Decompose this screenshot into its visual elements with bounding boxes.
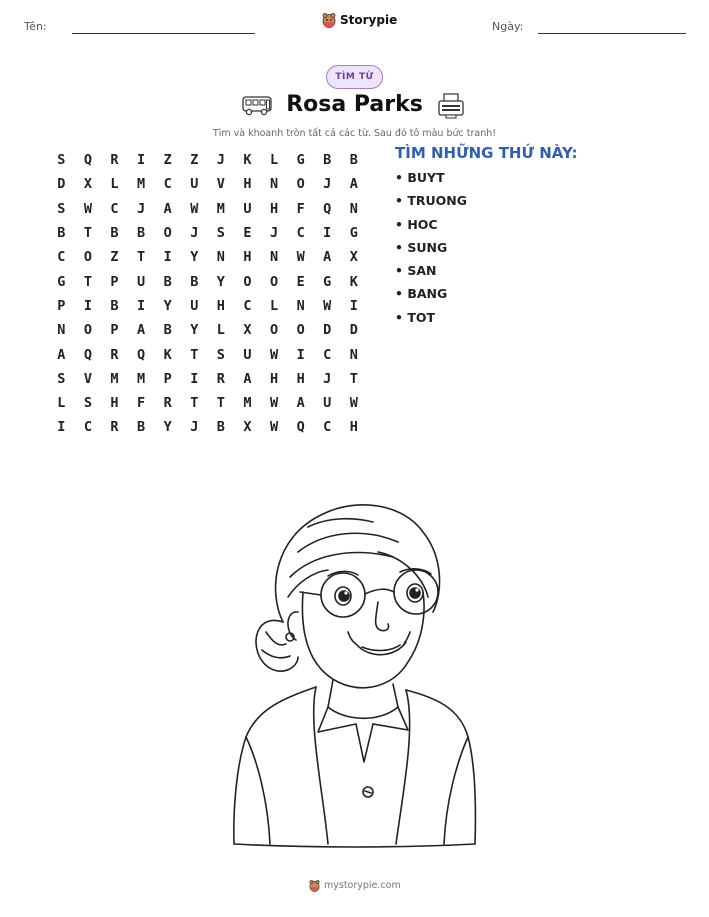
grid-letter[interactable]: I — [137, 297, 146, 314]
date-label: Ngày: — [492, 20, 524, 33]
instructions: Tìm và khoanh tròn tất cả các từ. Sau đó tô màu bức tranh! — [212, 128, 497, 139]
grid-letter[interactable]: H — [243, 249, 252, 266]
grid-letter[interactable]: W — [269, 419, 279, 436]
grid-letter[interactable]: O — [296, 322, 305, 339]
grid-letter[interactable]: H — [296, 370, 305, 387]
grid-letter[interactable]: B — [137, 419, 146, 436]
grid-letter[interactable]: E — [296, 273, 305, 290]
grid-letter[interactable]: X — [349, 249, 358, 266]
grid-letter[interactable]: J — [190, 419, 199, 436]
word-list-heading: TÌM NHỮNG THỨ NÀY: — [395, 144, 578, 162]
grid-letter[interactable]: G — [323, 273, 332, 290]
grid-letter[interactable]: S — [57, 152, 66, 169]
grid-letter[interactable]: N — [296, 297, 305, 314]
grid-letter[interactable]: C — [57, 249, 66, 266]
grid-letter[interactable]: A — [57, 346, 66, 363]
grid-letter[interactable]: C — [110, 200, 119, 217]
grid-letter[interactable]: M — [243, 395, 252, 412]
storypie-mascot-icon — [309, 879, 320, 892]
typewriter-icon — [437, 93, 465, 119]
grid-letter[interactable]: O — [163, 225, 172, 242]
grid-letter[interactable]: H — [269, 370, 279, 387]
grid-letter[interactable]: T — [83, 225, 92, 242]
grid-letter[interactable]: B — [110, 297, 119, 314]
grid-letter[interactable]: C — [243, 297, 252, 314]
name-field-line[interactable] — [72, 33, 255, 34]
grid-letter[interactable]: O — [269, 322, 279, 339]
grid-letter[interactable]: W — [349, 395, 358, 412]
word-list — [395, 170, 467, 333]
grid-letter[interactable]: P — [163, 370, 172, 387]
grid-row — [48, 318, 367, 342]
grid-letter[interactable]: I — [163, 249, 172, 266]
grid-row — [48, 197, 367, 221]
grid-row — [48, 221, 367, 245]
grid-letter[interactable]: D — [323, 322, 332, 339]
grid-letter[interactable]: M — [110, 370, 119, 387]
grid-letter[interactable]: I — [83, 297, 92, 314]
grid-letter[interactable]: W — [83, 200, 92, 217]
grid-letter[interactable]: Q — [296, 419, 305, 436]
grid-letter[interactable]: C — [323, 419, 332, 436]
grid-letter[interactable]: M — [137, 176, 146, 193]
grid-letter[interactable]: H — [243, 176, 252, 193]
grid-row — [48, 269, 367, 293]
word-list-item: • HOC — [395, 216, 438, 232]
grid-letter[interactable]: E — [243, 225, 252, 242]
grid-letter[interactable]: W — [296, 249, 305, 266]
grid-letter[interactable]: L — [269, 297, 279, 314]
grid-letter[interactable]: T — [137, 249, 146, 266]
grid-letter[interactable]: S — [216, 225, 225, 242]
grid-letter[interactable]: B — [323, 152, 332, 169]
grid-letter[interactable]: N — [269, 249, 279, 266]
grid-letter[interactable]: O — [83, 249, 92, 266]
grid-letter[interactable]: L — [269, 152, 279, 169]
grid-letter[interactable]: Q — [137, 346, 146, 363]
grid-letter[interactable]: V — [83, 370, 92, 387]
grid-letter[interactable]: Q — [83, 346, 92, 363]
grid-letter[interactable]: W — [190, 200, 199, 217]
grid-letter[interactable]: Y — [163, 297, 172, 314]
activity-badge: TÌM TỪ — [326, 65, 383, 89]
grid-letter[interactable]: I — [137, 152, 146, 169]
grid-letter[interactable]: N — [216, 249, 225, 266]
grid-letter[interactable]: Q — [323, 200, 332, 217]
grid-letter[interactable]: B — [137, 225, 146, 242]
grid-letter[interactable]: I — [323, 225, 332, 242]
grid-letter[interactable]: B — [190, 273, 199, 290]
word-list-item: • TRUONG — [395, 193, 467, 209]
grid-letter[interactable]: S — [83, 395, 92, 412]
grid-letter[interactable]: R — [110, 419, 119, 436]
grid-letter[interactable]: J — [323, 176, 332, 193]
grid-letter[interactable]: P — [110, 273, 119, 290]
grid-letter[interactable]: L — [57, 395, 66, 412]
word-list-item: • BANG — [395, 286, 448, 302]
grid-letter[interactable]: J — [216, 152, 225, 169]
word-list-item: • SUNG — [395, 239, 448, 255]
grid-letter[interactable]: C — [83, 419, 92, 436]
grid-letter[interactable]: C — [323, 346, 332, 363]
grid-letter[interactable]: X — [83, 176, 92, 193]
grid-letter[interactable]: U — [243, 346, 252, 363]
word-list-item: • SAN — [395, 263, 437, 279]
grid-row — [48, 245, 367, 269]
grid-letter[interactable]: O — [269, 273, 279, 290]
grid-letter[interactable]: T — [349, 370, 358, 387]
grid-row — [48, 415, 367, 439]
grid-letter[interactable]: X — [243, 322, 252, 339]
grid-letter[interactable]: B — [349, 152, 358, 169]
grid-letter[interactable]: A — [349, 176, 358, 193]
grid-letter[interactable]: B — [163, 273, 172, 290]
grid-letter[interactable]: W — [269, 346, 279, 363]
grid-letter[interactable]: C — [163, 176, 172, 193]
grid-letter[interactable]: G — [349, 225, 358, 242]
grid-letter[interactable]: Y — [190, 322, 199, 339]
grid-row — [48, 294, 367, 318]
grid-letter[interactable]: G — [296, 152, 305, 169]
date-field-line[interactable] — [538, 33, 686, 34]
name-label: Tên: — [24, 20, 47, 33]
grid-letter[interactable]: F — [296, 200, 305, 217]
grid-letter[interactable]: R — [216, 370, 225, 387]
grid-letter[interactable]: S — [216, 346, 225, 363]
grid-letter[interactable]: M — [216, 200, 225, 217]
grid-letter[interactable]: O — [243, 273, 252, 290]
grid-letter[interactable]: S — [57, 200, 66, 217]
grid-letter[interactable]: U — [190, 297, 199, 314]
grid-letter[interactable]: K — [349, 273, 358, 290]
grid-letter[interactable]: I — [296, 346, 305, 363]
grid-letter[interactable]: I — [57, 419, 66, 436]
grid-letter[interactable]: I — [190, 370, 199, 387]
grid-letter[interactable]: G — [57, 273, 66, 290]
grid-row — [48, 342, 367, 366]
footer-url: mystorypie.com — [324, 880, 401, 891]
grid-letter[interactable]: L — [110, 176, 119, 193]
brand-logo — [322, 12, 397, 28]
grid-letter[interactable]: Z — [163, 152, 172, 169]
grid-letter[interactable]: B — [216, 419, 225, 436]
grid-letter[interactable]: U — [137, 273, 146, 290]
rosa-parks-illustration[interactable] — [228, 492, 480, 852]
grid-letter[interactable]: A — [296, 395, 305, 412]
grid-letter[interactable]: P — [57, 297, 66, 314]
grid-letter[interactable]: C — [296, 225, 305, 242]
grid-letter[interactable]: Y — [163, 419, 172, 436]
grid-letter[interactable]: T — [83, 273, 92, 290]
grid-letter[interactable]: B — [110, 225, 119, 242]
grid-letter[interactable]: V — [216, 176, 225, 193]
grid-letter[interactable]: T — [216, 395, 225, 412]
grid-letter[interactable]: D — [57, 176, 66, 193]
grid-letter[interactable]: N — [269, 176, 279, 193]
grid-letter[interactable]: U — [323, 395, 332, 412]
grid-letter[interactable]: J — [269, 225, 279, 242]
grid-letter[interactable]: U — [243, 200, 252, 217]
grid-letter[interactable]: Z — [190, 152, 199, 169]
grid-letter[interactable]: R — [163, 395, 172, 412]
grid-letter[interactable]: B — [57, 225, 66, 242]
grid-letter[interactable]: L — [216, 322, 225, 339]
grid-letter[interactable]: W — [323, 297, 332, 314]
storypie-mascot-icon — [322, 12, 336, 28]
grid-letter[interactable]: P — [110, 322, 119, 339]
grid-letter[interactable]: A — [137, 322, 146, 339]
grid-letter[interactable]: Y — [190, 249, 199, 266]
grid-letter[interactable]: Z — [110, 249, 119, 266]
grid-letter[interactable]: H — [110, 395, 119, 412]
grid-letter[interactable]: Y — [216, 273, 225, 290]
grid-row — [48, 391, 367, 415]
grid-letter[interactable]: A — [323, 249, 332, 266]
grid-letter[interactable]: J — [190, 225, 199, 242]
brand-name: Storypie — [340, 13, 398, 27]
grid-row — [48, 367, 367, 391]
grid-letter[interactable]: W — [269, 395, 279, 412]
grid-letter[interactable]: R — [110, 152, 119, 169]
grid-letter[interactable]: B — [163, 322, 172, 339]
word-search-grid[interactable] — [48, 148, 367, 440]
grid-letter[interactable]: J — [137, 200, 146, 217]
grid-letter[interactable]: Q — [83, 152, 92, 169]
grid-letter[interactable]: A — [163, 200, 172, 217]
grid-letter[interactable]: J — [323, 370, 332, 387]
grid-letter[interactable]: F — [137, 395, 146, 412]
grid-letter[interactable]: N — [57, 322, 66, 339]
grid-letter[interactable]: S — [57, 370, 66, 387]
grid-letter[interactable]: M — [137, 370, 146, 387]
grid-letter[interactable]: R — [110, 346, 119, 363]
grid-letter[interactable]: U — [190, 176, 199, 193]
grid-letter[interactable]: N — [349, 346, 358, 363]
grid-letter[interactable]: D — [349, 322, 358, 339]
grid-letter[interactable]: X — [243, 419, 252, 436]
grid-letter[interactable]: T — [190, 395, 199, 412]
grid-letter[interactable]: N — [349, 200, 358, 217]
grid-letter[interactable]: O — [296, 176, 305, 193]
word-list-item: • TOT — [395, 309, 436, 325]
grid-letter[interactable]: I — [349, 297, 358, 314]
grid-letter[interactable]: H — [269, 200, 279, 217]
grid-row — [48, 148, 367, 172]
grid-letter[interactable]: H — [349, 419, 358, 436]
grid-letter[interactable]: O — [83, 322, 92, 339]
footer — [309, 879, 401, 892]
grid-letter[interactable]: T — [190, 346, 199, 363]
word-list-item: • BUYT — [395, 170, 445, 185]
grid-row — [48, 172, 367, 196]
page-title: Rosa Parks — [286, 92, 423, 117]
grid-letter[interactable]: A — [243, 370, 252, 387]
grid-letter[interactable]: K — [163, 346, 172, 363]
grid-letter[interactable]: K — [243, 152, 252, 169]
grid-letter[interactable]: H — [216, 297, 225, 314]
